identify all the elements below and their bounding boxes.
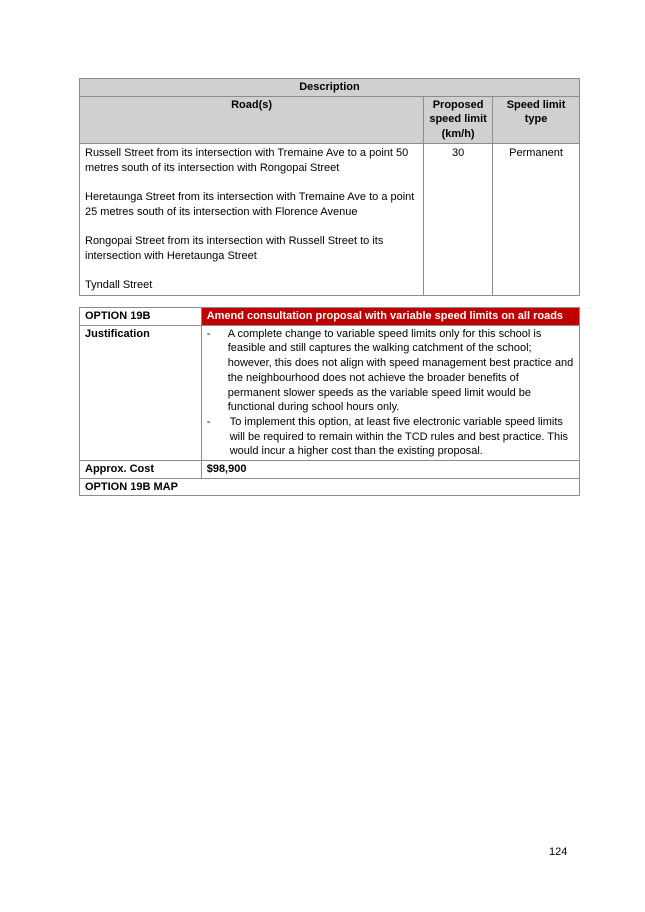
roads-column-header: Road(s) <box>80 96 424 143</box>
justification-point: A complete change to variable speed limits only for this school is feasible and still captures the walking catchment of the school; however, this does not align with speed management best practice and the neighbourhood does not achieve the broader benefits of permanent slower speeds as the variable speed limit would be functional during school hours only. <box>227 327 574 414</box>
cost-label: Approx. Cost <box>80 461 202 479</box>
limit-type-column-header: Speed limit type <box>493 96 580 143</box>
speed-limit-table <box>79 78 580 296</box>
option-table <box>79 307 580 496</box>
justification-label: Justification <box>80 325 202 460</box>
road-entry: Rongopai Street from its intersection with Russell Street to its intersection with Heretaunga Street <box>85 235 384 262</box>
option-label: OPTION 19B <box>80 308 202 326</box>
table-row <box>80 143 580 295</box>
speed-limit-value: 30 <box>424 143 493 295</box>
limit-type-value: Permanent <box>493 143 580 295</box>
proposed-speed-column-header: Proposed speed limit (km/h) <box>424 96 493 143</box>
justification-cell <box>201 325 579 460</box>
road-entry: Russell Street from its intersection with Tremaine Ave to a point 50 metres south of its intersection with Rongopai Street <box>85 146 409 174</box>
description-header: Description <box>80 79 580 97</box>
cost-value: $98,900 <box>201 461 579 479</box>
road-entry: Tyndall Street <box>85 279 153 292</box>
list-item: - To implement this option, at least five electronic variable speed limits will be required to remain within the TCD rules and best practice. This would incur a higher cost than the existing proposal. <box>206 415 569 458</box>
road-entry: Heretaunga Street from its intersection with Tremaine Ave to a point 25 metres south of its intersection with Florence Avenue <box>85 190 415 218</box>
list-item: - A complete change to variable speed limits only for this school is feasible and still captures the walking catchment of the school; however, this does not align with speed management best practice and the neighbourhood does not achieve the broader benefits of permanent slower speeds as the variable speed limit would be functional during school hours only. <box>206 327 574 414</box>
roads-cell <box>80 143 424 295</box>
page-number: 124 <box>549 846 568 858</box>
justification-point: To implement this option, at least five electronic variable speed limits will be required to remain within the TCD rules and best practice. This would incur a higher cost than the existing proposal. <box>229 415 569 458</box>
option-title: Amend consultation proposal with variable speed limits on all roads <box>201 308 579 326</box>
map-label: OPTION 19B MAP <box>80 478 580 496</box>
justification-list <box>207 327 574 459</box>
